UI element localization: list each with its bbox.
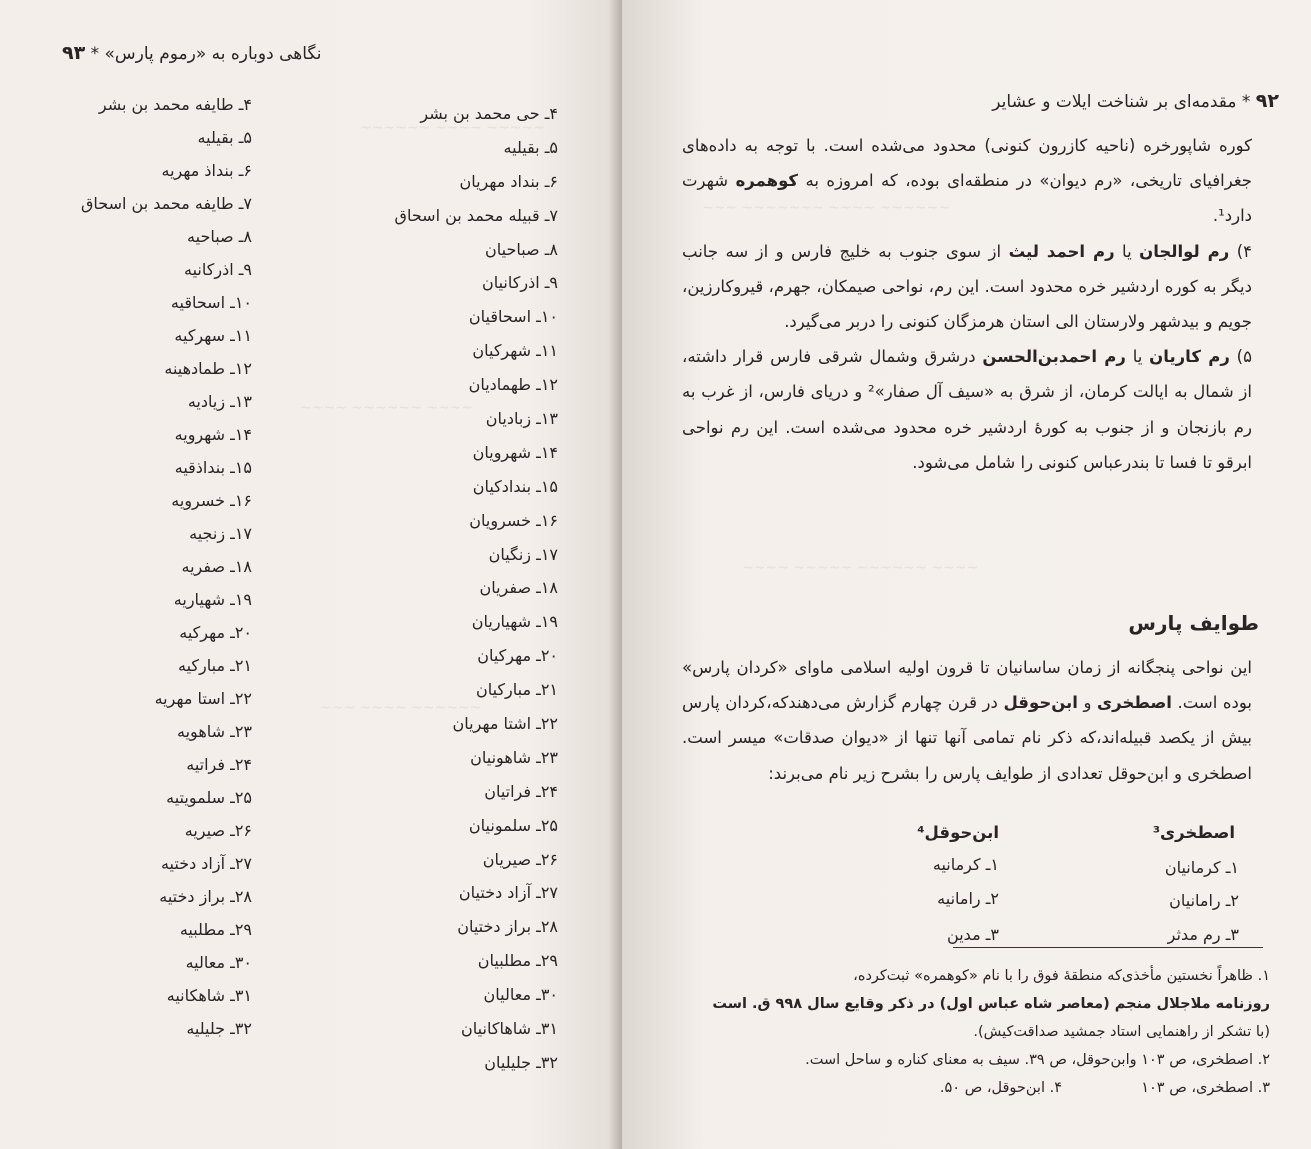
ibnhawqal-item-2: ۲ـ رامانیه xyxy=(937,889,999,908)
estakhri-item-1: ۱ـ کرمانیان xyxy=(1164,858,1239,877)
right-page xyxy=(622,0,1311,1149)
left-page-header xyxy=(62,42,322,64)
left-page xyxy=(0,0,622,1149)
tribe-list-item: ۱۱ـ سهرکیه xyxy=(174,326,252,345)
tribe-list-item: ۲۵ـ سلمونیان xyxy=(468,815,558,835)
estakhri-item-2: ۲ـ رامانیان xyxy=(1169,891,1239,910)
tribe-list-item: ۱۰ـ اسحاقیه xyxy=(170,293,252,312)
tribe-list-item: ۲۷ـ آزاد دختیه xyxy=(160,854,252,873)
tribe-list-item: ۱۲ـ طمادهینه xyxy=(164,359,252,378)
p1-bold-kuhmareh: کوهمره xyxy=(735,171,799,191)
tribe-list-item: ۲۲ـ استا مهریه xyxy=(154,689,252,708)
footnote-2: ۲. اصطخری، ص ۱۰۳ وابن‌حوقل، ص ۳۹. سیف به معنای کناره و ساحل است. xyxy=(805,1052,1270,1068)
section-title: طوایف پارس xyxy=(1128,611,1259,635)
tribe-list-item: ۵ـ بقیلیه xyxy=(197,128,252,147)
sp-bold-estakhri: اصطخری xyxy=(1096,693,1172,713)
tribe-list-item: ۱۶ـ خسرویه xyxy=(171,491,252,510)
tribe-list-item: ۱۷ـ زنگیان xyxy=(488,544,558,564)
page-number: ۹۳ xyxy=(62,42,86,64)
tribe-list-ibnhawqal-full xyxy=(20,88,252,1045)
sp-text-2: و xyxy=(1077,693,1097,713)
paragraph-2 xyxy=(682,234,1252,340)
ibnhawqal-item-3: ۳ـ مدین xyxy=(947,925,999,944)
estakhri-item-3: ۳ـ رم مدثر xyxy=(1167,925,1239,944)
tribe-list-item: ۶ـ بنداذ مهریه xyxy=(161,161,252,180)
ibnhawqal-item-1: ۱ـ کرمانیه xyxy=(932,855,999,874)
tribe-list-item: ۸ـ صباحیه xyxy=(187,227,252,246)
tribe-list-item: ۲۰ـ مهرکیان xyxy=(477,646,558,666)
header-star: * xyxy=(1241,92,1251,112)
p3-bold-1: رم کاریان xyxy=(1149,347,1230,367)
p3-bold-2: رم احمدبن‌الحسن xyxy=(982,347,1126,367)
footnote-1b: روزنامه ملاجلال منجم (معاصر شاه عباس اول) در ذکر وقایع سال ۹۹۸ ق. است xyxy=(712,996,1270,1012)
tribe-list-item: ۲۲ـ اشتا مهریان xyxy=(452,714,558,734)
footnote-3: ۳. اصطخری، ص ۱۰۳ xyxy=(1141,1080,1270,1096)
tribe-list-istakhri-full xyxy=(380,97,558,1080)
p1-tail: شهرت دارد¹. xyxy=(682,171,1252,226)
tribe-list-item: ۴ـ طایفه محمد بن بشر xyxy=(98,95,252,114)
tribe-list-item: ۲۴ـ فراتیه xyxy=(186,755,252,774)
footnote-1c: (با تشکر از راهنمایی استاد جمشید صداقت‌کیش). xyxy=(973,1024,1270,1040)
p2-rest: از سوی جنوب به خلیج فارس و از سه جانب دیگر به کوره اردشیر خره محدود است. این رم، نواحی صیمکان، جهرم، قیروکارزین، جویم و بیدشهر ولارستان الی استان هرمزگان کنونی را دربر می‌گیرد. xyxy=(682,241,1252,332)
tribe-list-item: ۲۱ـ مبارکیان xyxy=(475,680,558,700)
tribe-list-item: ۳۲ـ جلیلیان xyxy=(484,1052,558,1072)
tribe-list-item: ۱۹ـ شهیاریه xyxy=(173,590,252,609)
p2-number: ۴) xyxy=(1229,241,1253,261)
tribe-list-item: ۳۱ـ شاهاکانیان xyxy=(461,1019,558,1039)
tribe-list-item: ۱۸ـ صفریه xyxy=(181,557,252,576)
paragraph-1 xyxy=(682,128,1252,234)
tribe-list-item: ۲۷ـ آزاد دختیان xyxy=(458,883,558,903)
p1-line1: کوره شاپورخره (ناحیه کازرون کنونی) محدود می‌شده است. با توجه به xyxy=(744,136,1253,155)
p2-bold-2: رم احمد لیث xyxy=(1008,241,1115,261)
section-paragraph xyxy=(682,650,1252,791)
tribe-list-item: ۷ـ قبیله محمد بن اسحاق xyxy=(394,205,558,225)
tribe-list-item: ۴ـ حی محمد بن بشر xyxy=(420,104,558,123)
tribe-list-item: ۱۲ـ طهمادیان xyxy=(468,375,558,395)
bleed-through: ~~~~~ ~~~~ ~~~~~~ xyxy=(360,120,545,136)
section-paragraph-text xyxy=(682,650,1252,791)
column-head-ibnhawqal: ابن‌حوقل⁴ xyxy=(917,823,999,842)
tribe-list-item: ۱۵ـ بنداذقیه xyxy=(174,458,252,477)
tribe-list-item: ۱۸ـ صفریان xyxy=(479,578,558,598)
tribe-list-item: ۱۱ـ شهرکیان xyxy=(472,341,558,361)
header-title: نگاهی دوباره به «رموم پارس» xyxy=(104,44,322,64)
tribe-list-item: ۲۴ـ فراتیان xyxy=(484,781,558,801)
bleed-through: ~~~~~~ ~~~~ ~~~~~~~ ~~~ xyxy=(702,200,950,216)
footnote-3-4 xyxy=(680,1074,1270,1102)
tribe-list-item: ۹ـ اذرکانیه xyxy=(183,260,252,279)
footnote-1a: ۱. ظاهراً نخستین مأخذی‌که منطقهٔ فوق را با نام «کوهمره» ثبت‌کرده، xyxy=(853,968,1270,984)
tribe-list-item: ۱۳ـ زیادیه xyxy=(187,392,252,411)
sp-bold-ibnhawqal: ابن‌حوقل xyxy=(1003,693,1078,713)
tribe-list-item: ۱۳ـ زبادیان xyxy=(485,409,558,429)
tribe-list-item: ۲۱ـ مبارکیه xyxy=(178,656,252,675)
p2-bold-1: رم لوالجان xyxy=(1139,241,1230,261)
bleed-through: ~~~~~~ ~~~~ ~~~ xyxy=(320,700,482,716)
header-star: * xyxy=(90,44,100,64)
tribe-list-item: ۲۸ـ براز دختیان xyxy=(457,917,558,937)
tribe-list-item: ۹ـ اذرکانیان xyxy=(481,273,558,293)
bleed-through: ~~~~ ~~~~~~ ~~~~~ ~~~~ xyxy=(742,560,979,576)
tribe-list-item: ۱۴ـ شهرویه xyxy=(174,425,252,444)
tribe-list-item: ۱۶ـ خسرویان xyxy=(469,510,558,530)
tribe-list-item: ۱۷ـ زنجیه xyxy=(189,524,252,543)
page-number: ۹۲ xyxy=(1255,90,1279,112)
tribe-list-item: ۸ـ صباحیان xyxy=(485,239,558,259)
tribe-list-item: ۲۶ـ صیریان xyxy=(482,849,558,869)
tribe-list-item: ۲۳ـ شاهویه xyxy=(177,722,252,741)
footnote-rule xyxy=(953,947,1263,948)
column-head-estakhri: اصطخری³ xyxy=(1152,823,1235,842)
paragraph-3 xyxy=(682,339,1252,480)
footnote-4: ۴. ابن‌حوقل، ص ۵۰. xyxy=(939,1080,1063,1096)
tribe-list-item: ۲۰ـ مهرکیه xyxy=(179,623,252,642)
tribe-list-item: ۷ـ طایفه محمد بن اسحاق xyxy=(80,194,252,213)
tribe-list-item: ۱۴ـ شهرویان xyxy=(472,442,558,462)
p2-mid: یا xyxy=(1114,241,1140,261)
tribe-list-item: ۲۳ـ شاهونیان xyxy=(470,747,558,767)
tribe-list-item: ۳۰ـ معالیان xyxy=(483,985,558,1005)
tribe-list-item: ۱۰ـ اسحاقیان xyxy=(468,307,558,327)
body-text-top xyxy=(682,128,1252,480)
bleed-through: ~~~~ ~~~~~~ ~~~~ xyxy=(300,400,474,416)
p3-number: ۵) xyxy=(1229,347,1252,367)
tribe-list-item: ۳۱ـ شاهکانیه xyxy=(166,986,252,1005)
tribe-list-item: ۱۹ـ شهیاریان xyxy=(471,612,558,632)
tribe-list-item: ۲۹ـ مطلبیان xyxy=(477,951,558,971)
right-page-header xyxy=(992,90,1279,112)
tribe-list-item: ۲۹ـ مطلبیه xyxy=(179,920,252,939)
p1-line2: داده‌های جغرافیای تاریخی، «رم دیوان» در منطقه‌ای بوده، که امروزه به xyxy=(682,136,1252,191)
tribe-list-item: ۲۵ـ سلمویتیه xyxy=(166,788,252,807)
tribe-list-item: ۱۵ـ بندادکیان xyxy=(472,476,558,496)
tribe-list-item: ۳۲ـ جلیلیه xyxy=(186,1019,252,1038)
header-title: مقدمه‌ای بر شناخت ایلات و عشایر xyxy=(992,92,1237,112)
footnotes xyxy=(680,962,1270,1102)
sp-text-3: در قرن چهارم گزارش می‌دهندکه،کردان پارس بیش از یکصد قبیله‌اند،که ذکر نام تمامی آنها تنها از «دیوان صدقات» میسر است. اصطخری و ابن‌حوقل تعدادی از طوایف پارس را بشرح زیر نام می‌برند: xyxy=(682,693,1252,783)
tribe-list-item: ۶ـ بنداد مهریان xyxy=(459,171,558,191)
tribe-list-item: ۵ـ بقیلیه xyxy=(503,137,558,157)
sp-text-1: این نواحی پنجگانه از زمان ساسانیان تا قرون اولیه اسلامی ماوای «کردان پارس» بوده است. xyxy=(682,658,1252,713)
tribe-list-item: ۲۸ـ براز دختیه xyxy=(159,887,252,906)
p3-rest: درشرق وشمال شرقی فارس قرار داشته، از شمال به ایالت کرمان، از شرق به «سیف آل صفار»² و دریای فارس، از غرب به رم بازنجان و از جنوب به کورهٔ اردشیر خره محدود می‌شده است. این رم نواحی ابرقو تا فسا تا بندرعباس کنونی را شامل می‌شود. xyxy=(682,347,1252,472)
p3-mid: یا xyxy=(1125,347,1150,367)
tribe-list-item: ۳۰ـ معالیه xyxy=(185,953,252,972)
tribe-list-item: ۲۶ـ صیریه xyxy=(184,821,252,840)
